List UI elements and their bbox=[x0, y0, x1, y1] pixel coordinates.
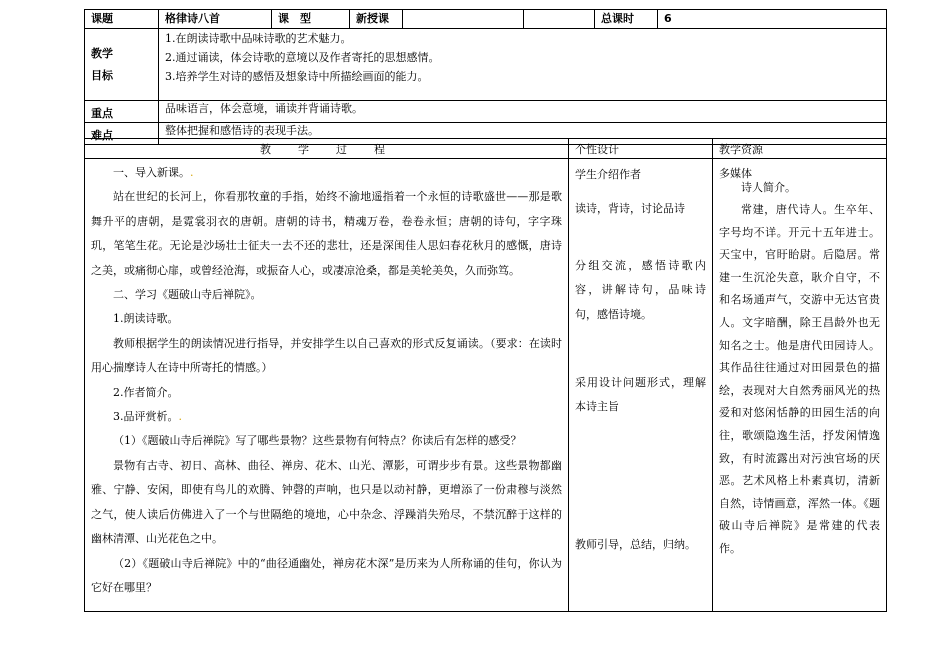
process-paragraph: 3.品评赏析。. bbox=[113, 410, 182, 424]
goals-list bbox=[159, 29, 887, 101]
blank-cell bbox=[524, 10, 595, 29]
design-note: 学生介绍作者 bbox=[575, 168, 641, 181]
design-note: 读诗，背诗，讨论品诗 bbox=[575, 202, 685, 216]
design-note: 采用设计问题形式，理解本诗主旨 bbox=[575, 376, 706, 414]
process-paragraph: 一、导入新课。. bbox=[113, 166, 194, 179]
process-paragraph: 1.朗读诗歌。 bbox=[113, 312, 179, 326]
goal-item: 3.培养学生对诗的感悟及想象诗中所描绘画面的能力。 bbox=[165, 70, 429, 83]
personal-design-cell bbox=[569, 159, 713, 612]
goals-label bbox=[85, 29, 159, 101]
difficulty-value: 整体把握和感悟诗的表现手法。 bbox=[159, 123, 887, 145]
teaching-process-table bbox=[84, 138, 887, 612]
title-value: 格律诗八首 bbox=[159, 10, 272, 29]
resource-item: 多媒体 bbox=[719, 167, 752, 180]
difficulty-label: 难点 bbox=[85, 123, 159, 145]
goal-item: 1.在朗读诗歌中品味诗歌的艺术魅力。 bbox=[165, 32, 352, 45]
goals-label-line-2: 目标 bbox=[91, 69, 113, 82]
lesson-header-table bbox=[84, 9, 887, 145]
design-column-header: 个性设计 bbox=[569, 139, 713, 159]
process-paragraph: （2）《题破山寺后禅院》中的“曲径通幽处，禅房花木深”是历来为人所称诵的佳句，你认为它好在哪里？ bbox=[91, 556, 562, 594]
process-paragraph: 站在世纪的长河上，你看那牧童的手指，始终不渝地遥指着一个永恒的诗歌盛世——那是歌舞升平的唐朝，是霓裳羽衣的唐朝。唐朝的诗书，精魂万卷，卷卷永恒；唐朝的诗句，字字珠玑，笔笔生花。无论是沙场壮士征夫一去不还的悲壮，还是深闺佳人思妇春花秋月的感慨，唐诗之美，或痛彻心扉，或曾经沧海，或振奋人心，或凄凉沧桑，都是美轮美奂，久而弥笃。 bbox=[91, 190, 562, 277]
resources-column-header: 教学资源 bbox=[713, 139, 887, 159]
total-hours-label: 总课时 bbox=[595, 10, 658, 29]
process-column-header: 教 学 过 程 bbox=[85, 139, 569, 159]
teaching-process-cell bbox=[85, 159, 569, 612]
resource-item: 常建，唐代诗人。生卒年、字号均不详。开元十五年进士。天宝中，官盱眙尉。后隐居。常建一生沉沦失意，耿介自守，不和名场通声气，交游中无达官贵人。文字暗酬，除王昌龄外也无知名之士。他是唐代田园诗人。其作品往往通过对田园景色的描绘，表现对大自然秀丽风光的热爱和对悠闲恬静的田园生活的向往，歌颂隐逸生活，抒发闲情逸致，有时流露出对污浊官场的厌恶。艺术风格上朴素真切，清新自然，诗情画意，浑然一体。《题破山寺后禅院》是常建的代表作。 bbox=[719, 203, 880, 555]
process-paragraph: 二、学习《题破山寺后禅院》。 bbox=[113, 288, 262, 302]
title-label: 课题 bbox=[85, 10, 159, 29]
key-point-value: 品味语言，体会意境，诵读并背诵诗歌。 bbox=[159, 101, 887, 123]
goals-label-line-1: 教学 bbox=[91, 47, 113, 60]
key-point-label: 重点 bbox=[85, 101, 159, 123]
lesson-type-value: 新授课 bbox=[350, 10, 403, 29]
process-paragraph: 教师根据学生的朗读情况进行指导，并安排学生以自己喜欢的形式反复诵读。（要求：在读时用心揣摩诗人在诗中所寄托的情感。） bbox=[91, 336, 562, 375]
resource-item: 诗人简介。 bbox=[741, 181, 796, 194]
process-paragraph: （1）《题破山寺后禅院》写了哪些景物？这些景物有何特点？你读后有怎样的感受？ bbox=[113, 434, 522, 448]
total-hours-value: 6 bbox=[658, 10, 887, 29]
goal-item: 2.通过诵读，体会诗歌的意境以及作者寄托的思想感情。 bbox=[165, 51, 440, 64]
teaching-resources-cell bbox=[713, 159, 887, 612]
process-paragraph: 2.作者简介。 bbox=[113, 385, 179, 399]
blank-cell bbox=[403, 10, 524, 29]
lesson-type-label: 课 型 bbox=[272, 10, 350, 29]
process-paragraph: 景物有古寺、初日、高林、曲径、禅房、花木、山光、潭影，可谓步步有景。这些景物都幽雅、宁静、安闲，即使有鸟儿的欢腾、钟磬的声响，也只是以动衬静，更增添了一份肃穆与淡然之气，使人读后仿佛进入了一个与世隔绝的境地，心中杂念、浮躁消失殆尽，不禁沉醉于这样的幽林清潭、山光花色之中。 bbox=[91, 458, 562, 546]
design-note: 教师引导，总结，归纳。 bbox=[575, 537, 696, 551]
design-note: 分组交流，感悟诗歌内容，讲解诗句，品味诗句，感悟诗境。 bbox=[575, 258, 706, 321]
